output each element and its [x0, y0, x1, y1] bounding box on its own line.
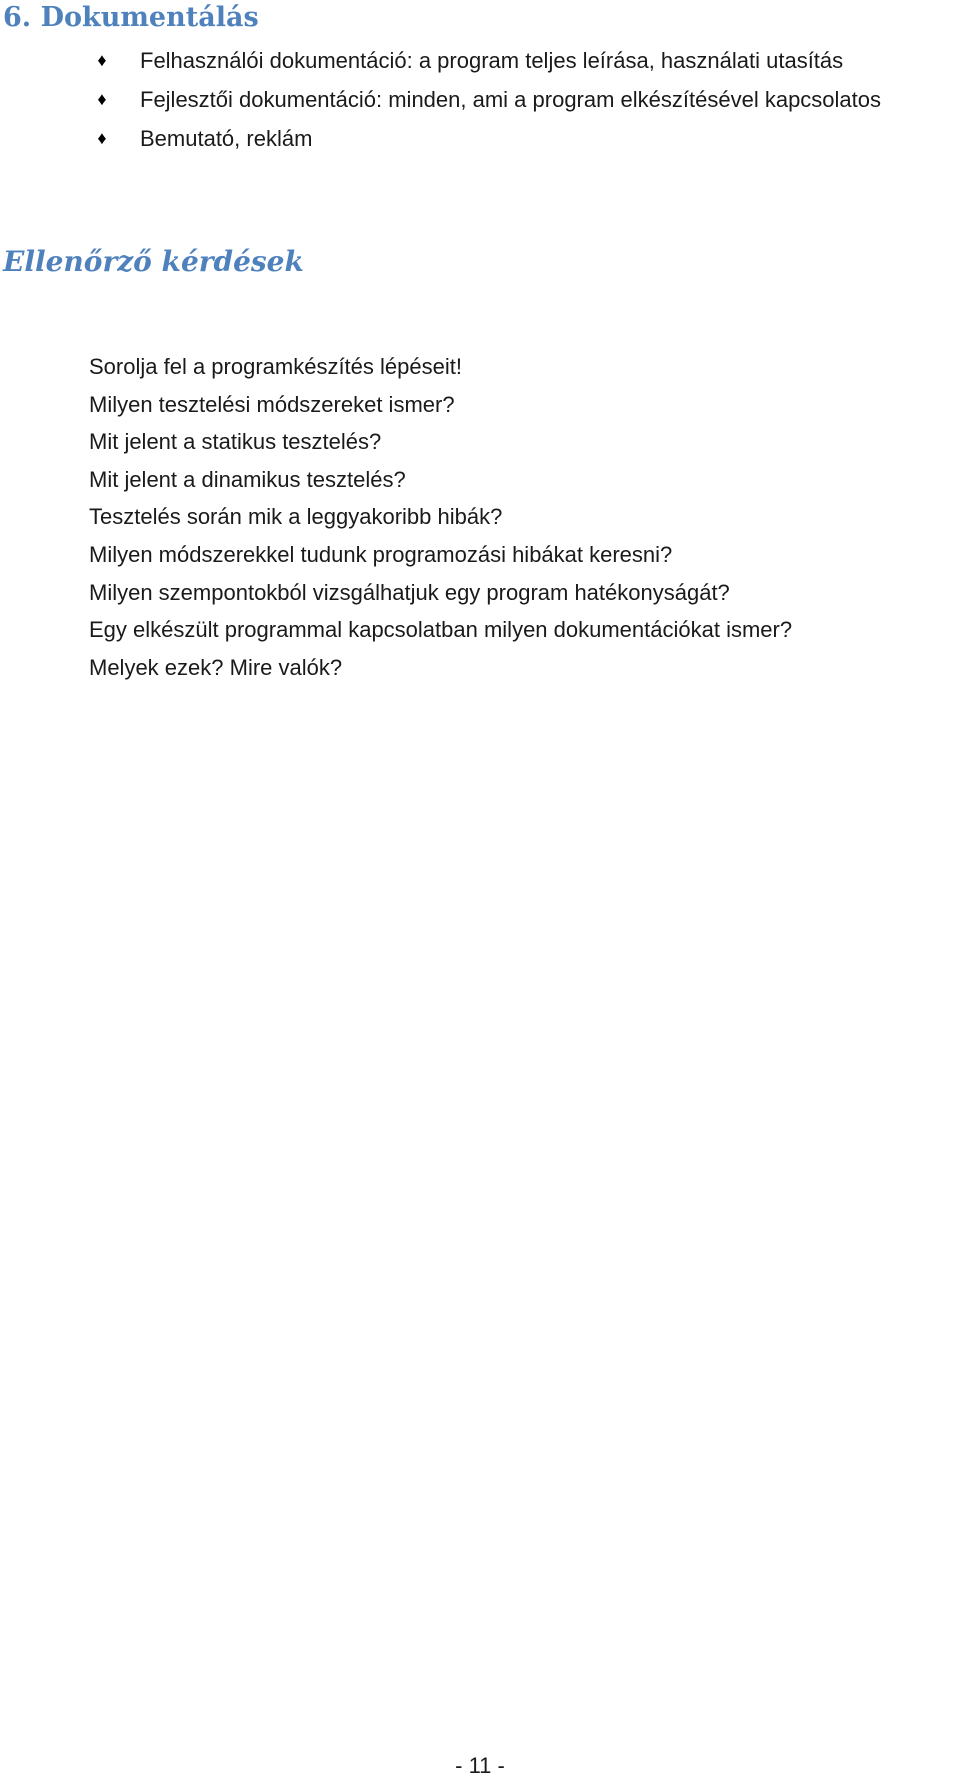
- question-item: Mit jelent a statikus tesztelés?: [89, 429, 382, 455]
- question-item: Tesztelés során mik a leggyakoribb hibák?: [89, 504, 503, 530]
- question-item: Milyen módszerekkel tudunk programozási hibákat keresni?: [89, 541, 673, 567]
- page-number: - 11 -: [455, 1753, 505, 1778]
- bullet-text: Bemutató, reklám: [140, 126, 313, 151]
- diamond-bullet-icon: ♦: [97, 128, 107, 148]
- review-question-list: [89, 348, 792, 686]
- diamond-bullet-icon: ♦: [97, 50, 107, 70]
- question-item: Melyek ezek? Mire valók?: [89, 654, 343, 680]
- question-item: Milyen tesztelési módszereket ismer?: [89, 391, 455, 417]
- question-item: Milyen szempontokból vizsgálhatjuk egy program hatékonyságát?: [89, 579, 730, 605]
- review-questions-heading: Ellenőrző kérdések: [3, 245, 304, 278]
- bullet-text: Fejlesztői dokumentáció: minden, ami a program elkészítésével kapcsolatos: [140, 87, 882, 112]
- diamond-bullet-icon: ♦: [97, 89, 107, 109]
- bullet-text: Felhasználói dokumentáció: a program teljes leírása, használati utasítás: [140, 48, 844, 73]
- question-item: Sorolja fel a programkészítés lépéseit!: [89, 354, 462, 379]
- question-item: Egy elkészült programmal kapcsolatban milyen dokumentációkat ismer?: [89, 617, 793, 643]
- section-heading: 6. Dokumentálás: [3, 2, 259, 33]
- question-item: Mit jelent a dinamikus tesztelés?: [89, 466, 406, 492]
